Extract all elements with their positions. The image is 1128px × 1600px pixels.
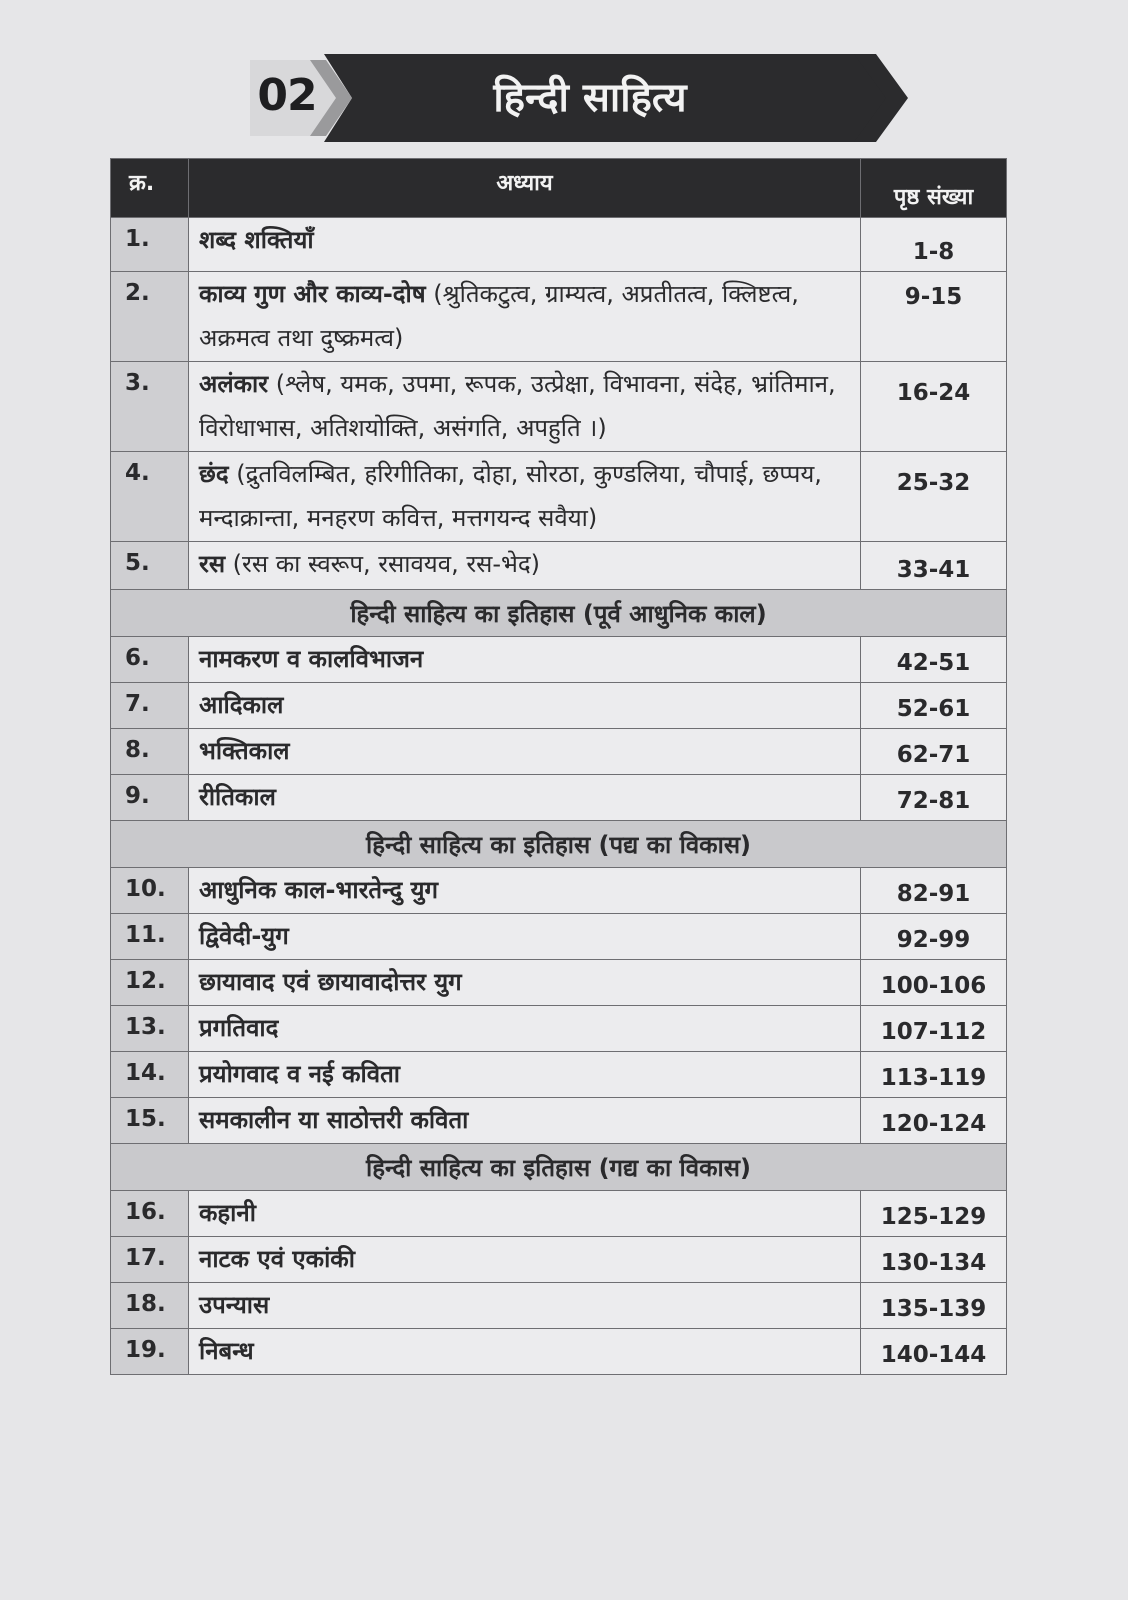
chapter-heading: रस <box>199 550 226 578</box>
table-row <box>111 1098 1007 1144</box>
row-number: 4. <box>111 452 189 542</box>
page-range: 107-112 <box>861 1006 1007 1052</box>
page-range: 52-61 <box>861 683 1007 729</box>
row-number: 17. <box>111 1237 189 1283</box>
table-row <box>111 452 1007 542</box>
page-range: 25-32 <box>861 452 1007 542</box>
row-number: 16. <box>111 1191 189 1237</box>
chapter-cell <box>189 729 861 775</box>
table-header-row <box>111 159 1007 218</box>
table-row <box>111 1329 1007 1375</box>
table-row <box>111 362 1007 452</box>
page-range: 100-106 <box>861 960 1007 1006</box>
column-header-pages: पृष्ठ संख्या <box>861 159 1007 218</box>
row-number: 9. <box>111 775 189 821</box>
table-row <box>111 542 1007 590</box>
table-row <box>111 1283 1007 1329</box>
table-row <box>111 868 1007 914</box>
page-range: 135-139 <box>861 1283 1007 1329</box>
page-range: 62-71 <box>861 729 1007 775</box>
row-number: 10. <box>111 868 189 914</box>
chapter-detail: (श्लेष, यमक, उपमा, रूपक, उत्प्रेक्षा, विभावना, संदेह, भ्रांतिमान, विरोधाभास, अतिशयोक्ति, असंगति, अपहुति ।) <box>199 370 836 442</box>
chapter-detail: (श्रुतिकटुत्व, ग्राम्यत्व, अप्रतीतत्व, क्लिष्टत्व, अक्रमत्व तथा दुष्क्रमत्व) <box>199 280 799 352</box>
page-range: 113-119 <box>861 1052 1007 1098</box>
chapter-cell <box>189 914 861 960</box>
chapter-detail: (रस का स्वरूप, रसावयव, रस-भेद) <box>225 550 541 578</box>
page-range: 33-41 <box>861 542 1007 590</box>
table-row <box>111 637 1007 683</box>
chapter-cell <box>189 1283 861 1329</box>
table-row <box>111 914 1007 960</box>
chapter-cell <box>189 683 861 729</box>
chapter-heading: समकालीन या साठोत्तरी कविता <box>199 1106 469 1134</box>
table-row <box>111 218 1007 272</box>
chapter-detail: (द्रुतविलम्बित, हरिगीतिका, दोहा, सोरठा, कुण्डलिया, चौपाई, छप्पय, मन्दाक्रान्ता, मनहरण कवित्त, मत्तगयन्द सवैया) <box>199 460 822 532</box>
chapter-cell <box>189 362 861 452</box>
chapter-cell <box>189 1191 861 1237</box>
page-range: 42-51 <box>861 637 1007 683</box>
table-row <box>111 775 1007 821</box>
section-heading: हिन्दी साहित्य का इतिहास (पद्य का विकास) <box>111 821 1007 868</box>
section-title: हिन्दी साहित्य <box>493 75 687 121</box>
row-number: 12. <box>111 960 189 1006</box>
page-range: 1-8 <box>861 218 1007 272</box>
table-row <box>111 1191 1007 1237</box>
chapter-cell <box>189 1329 861 1375</box>
row-number: 18. <box>111 1283 189 1329</box>
chapter-cell <box>189 960 861 1006</box>
contents-table <box>110 158 1007 1375</box>
chapter-cell <box>189 272 861 362</box>
chapter-heading: छंद <box>199 460 229 488</box>
row-number: 8. <box>111 729 189 775</box>
page-range: 9-15 <box>861 272 1007 362</box>
chapter-number: 02 <box>257 70 317 121</box>
chapter-heading: काव्य गुण और काव्य-दोष <box>199 280 426 308</box>
table-row <box>111 1052 1007 1098</box>
section-header-row <box>111 590 1007 637</box>
section-header-row <box>111 1144 1007 1191</box>
chapter-heading: आधुनिक काल-भारतेन्दु युग <box>199 876 439 904</box>
chapter-cell <box>189 1052 861 1098</box>
chapter-banner <box>250 52 910 144</box>
row-number: 19. <box>111 1329 189 1375</box>
row-number: 6. <box>111 637 189 683</box>
column-header-serial: क्र. <box>111 159 189 218</box>
chapter-heading: आदिकाल <box>199 691 284 719</box>
table-row <box>111 960 1007 1006</box>
table-row <box>111 683 1007 729</box>
chapter-cell <box>189 1006 861 1052</box>
table-row <box>111 1006 1007 1052</box>
chapter-heading: शब्द शक्तियाँ <box>199 226 314 254</box>
chapter-heading: नामकरण व कालविभाजन <box>199 645 424 673</box>
row-number: 2. <box>111 272 189 362</box>
page-range: 72-81 <box>861 775 1007 821</box>
row-number: 7. <box>111 683 189 729</box>
chapter-cell <box>189 1098 861 1144</box>
chapter-cell <box>189 868 861 914</box>
page-range: 125-129 <box>861 1191 1007 1237</box>
section-header-row <box>111 821 1007 868</box>
section-heading: हिन्दी साहित्य का इतिहास (पूर्व आधुनिक काल) <box>111 590 1007 637</box>
chapter-heading: छायावाद एवं छायावादोत्तर युग <box>199 968 462 996</box>
section-heading: हिन्दी साहित्य का इतिहास (गद्य का विकास) <box>111 1144 1007 1191</box>
chapter-cell <box>189 218 861 272</box>
table-row <box>111 272 1007 362</box>
chapter-heading: द्विवेदी-युग <box>199 922 289 950</box>
row-number: 14. <box>111 1052 189 1098</box>
chapter-cell <box>189 637 861 683</box>
chapter-cell <box>189 775 861 821</box>
chapter-heading: प्रगतिवाद <box>199 1014 279 1042</box>
table-row <box>111 1237 1007 1283</box>
row-number: 5. <box>111 542 189 590</box>
chapter-heading: भक्तिकाल <box>199 737 290 765</box>
column-header-chapter: अध्याय <box>189 159 861 218</box>
chapter-heading: रीतिकाल <box>199 783 276 811</box>
chapter-cell <box>189 542 861 590</box>
chapter-heading: अलंकार <box>199 370 269 398</box>
page-range: 82-91 <box>861 868 1007 914</box>
chapter-cell <box>189 1237 861 1283</box>
chapter-heading: उपन्यास <box>199 1291 270 1319</box>
chapter-heading: प्रयोगवाद व नई कविता <box>199 1060 401 1088</box>
page-range: 120-124 <box>861 1098 1007 1144</box>
chapter-heading: निबन्ध <box>199 1337 254 1365</box>
row-number: 15. <box>111 1098 189 1144</box>
chapter-cell <box>189 452 861 542</box>
row-number: 3. <box>111 362 189 452</box>
chapter-heading: कहानी <box>199 1199 256 1227</box>
row-number: 11. <box>111 914 189 960</box>
row-number: 1. <box>111 218 189 272</box>
row-number: 13. <box>111 1006 189 1052</box>
chapter-heading: नाटक एवं एकांकी <box>199 1245 355 1273</box>
page-range: 140-144 <box>861 1329 1007 1375</box>
page-range: 130-134 <box>861 1237 1007 1283</box>
table-row <box>111 729 1007 775</box>
page-range: 92-99 <box>861 914 1007 960</box>
page-range: 16-24 <box>861 362 1007 452</box>
